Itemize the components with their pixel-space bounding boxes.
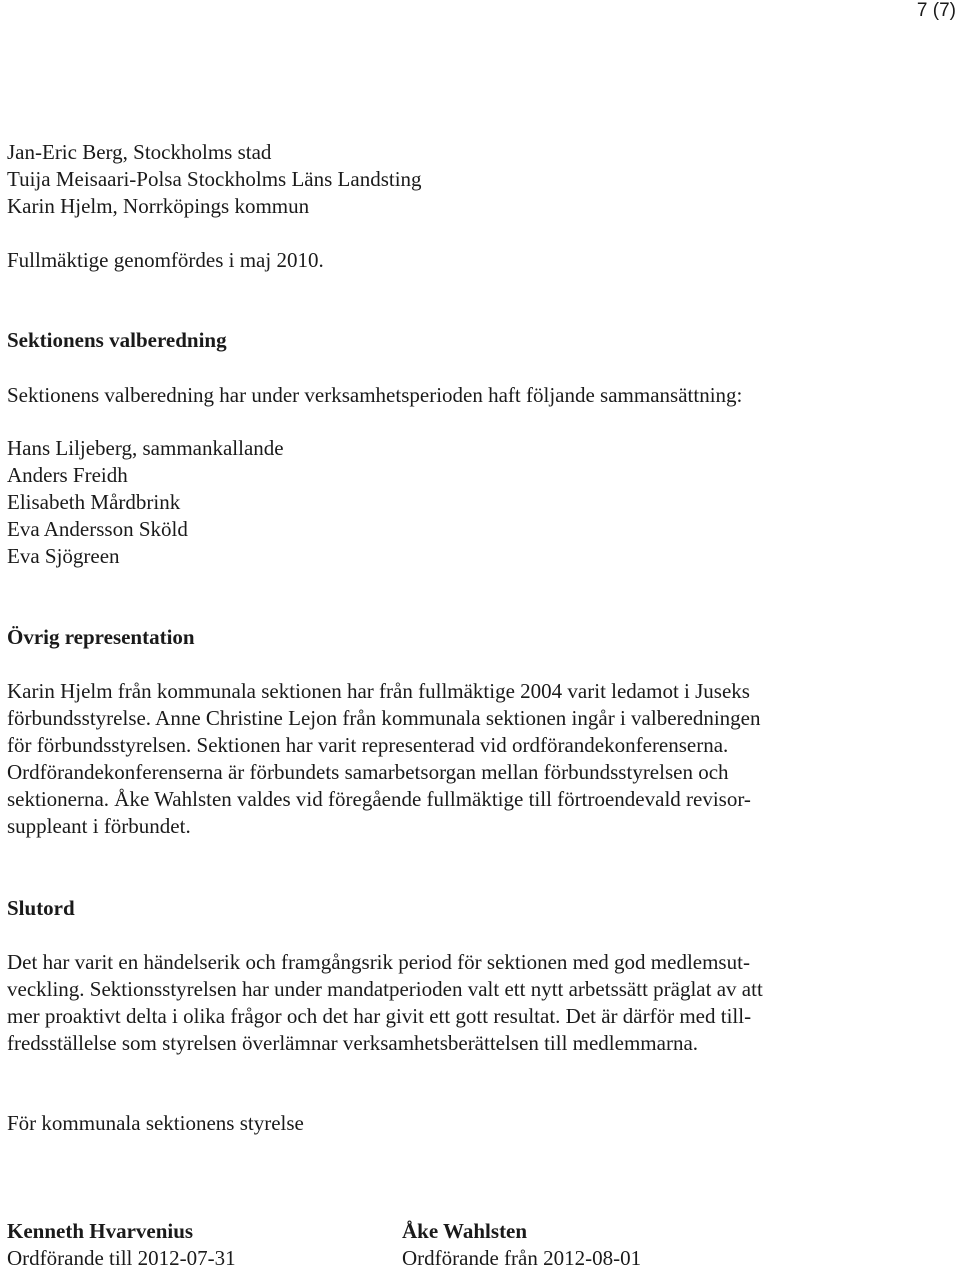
valberedning-name: Hans Liljeberg, sammankallande xyxy=(7,436,284,460)
slutord-paragraph xyxy=(7,949,847,1057)
signature-name: Åke Wahlsten xyxy=(402,1219,528,1243)
valberedning-name: Eva Andersson Sköld xyxy=(7,517,188,541)
fullmaktige-note: Fullmäktige genomfördes i maj 2010. xyxy=(7,248,324,272)
paragraph-line: veckling. Sektionsstyrelsen har under mandatperioden valt ett nytt arbetssätt präglat av att xyxy=(7,977,763,1001)
valberedning-name: Elisabeth Mårdbrink xyxy=(7,490,181,514)
paragraph-line: förbundsstyrelse. Anne Christine Lejon från kommunala sektionen ingår i valberedningen xyxy=(7,706,761,730)
slutord-heading: Slutord xyxy=(7,896,75,920)
member-line: Tuija Meisaari-Polsa Stockholms Läns Landsting xyxy=(7,167,422,191)
member-line: Karin Hjelm, Norrköpings kommun xyxy=(7,194,310,218)
paragraph-line: Det har varit en händelserik och framgångsrik period för sektionen med god medlemsut- xyxy=(7,950,750,974)
paragraph-line: Karin Hjelm från kommunala sektionen har från fullmäktige 2004 varit ledamot i Juseks xyxy=(7,679,750,703)
valberedning-heading: Sektionens valberedning xyxy=(7,328,227,352)
paragraph-line: Ordförandekonferenserna är förbundets samarbetsorgan mellan förbundsstyrelsen och xyxy=(7,760,729,784)
paragraph-line: fredsställelse som styrelsen överlämnar verksamhetsberättelsen till medlemmarna. xyxy=(7,1031,699,1055)
valberedning-intro: Sektionens valberedning har under verksamhetsperioden haft följande sammansättning: xyxy=(7,383,743,407)
valberedning-name: Anders Freidh xyxy=(7,463,128,487)
closing-line: För kommunala sektionens styrelse xyxy=(7,1111,304,1135)
ovrig-heading: Övrig representation xyxy=(7,625,195,649)
valberedning-name: Eva Sjögreen xyxy=(7,544,120,568)
paragraph-line: mer proaktivt delta i olika frågor och det har givit ett gott resultat. Det är därför med till- xyxy=(7,1004,752,1028)
paragraph-line: sektionerna. Åke Wahlsten valdes vid föregående fullmäktige till förtroendevald revisor- xyxy=(7,787,751,811)
signature-title: Ordförande från 2012-08-01 xyxy=(402,1246,642,1270)
signature-name: Kenneth Hvarvenius xyxy=(7,1219,194,1243)
paragraph-line: suppleant i förbundet. xyxy=(7,814,191,838)
page-number: 7 (7) xyxy=(916,0,956,21)
member-line: Jan-Eric Berg, Stockholms stad xyxy=(7,140,272,164)
paragraph-line: för förbundsstyrelsen. Sektionen har varit representerad vid ordförandekonferenserna. xyxy=(7,733,729,757)
signature-title: Ordförande till 2012-07-31 xyxy=(7,1246,236,1270)
ovrig-paragraph xyxy=(7,678,847,840)
